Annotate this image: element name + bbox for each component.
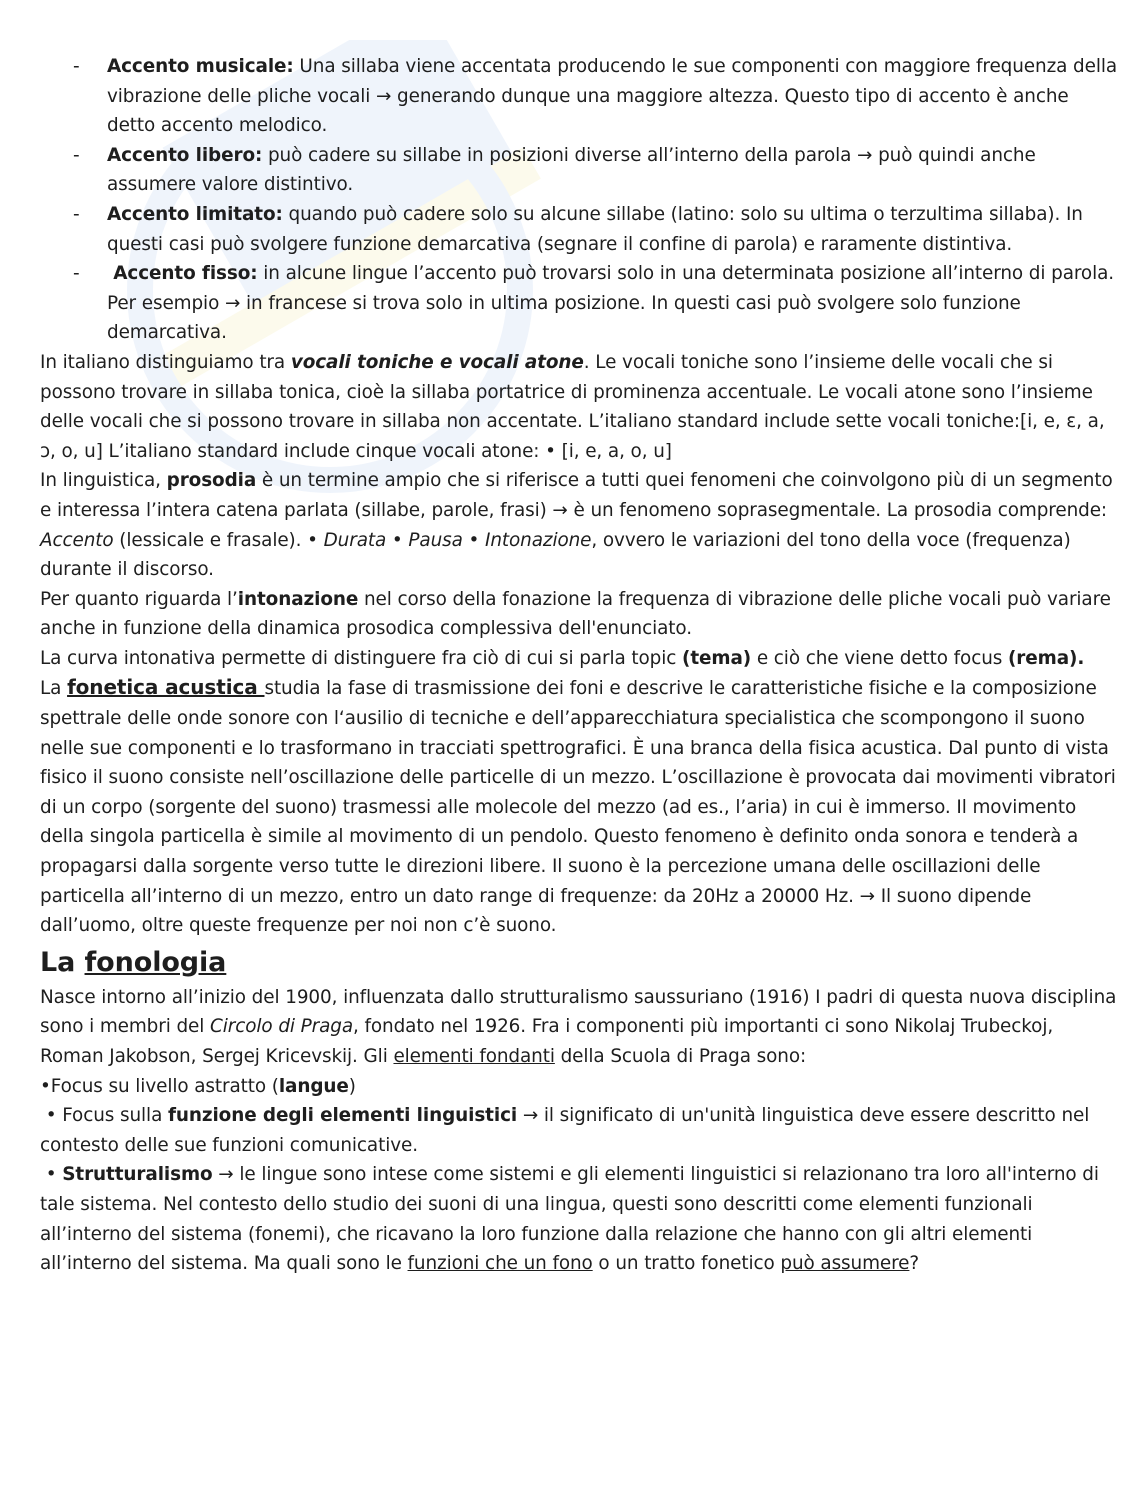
fonologia-point-3: • Strutturalismo → le lingue sono intese come sistemi e gli elementi linguistici si relazionano tra loro all'interno di tale sistema. Nel contesto dello studio dei suoni di una lingua, questi sono descritti come elementi funzionali all’interno del sistema (fonemi), che ricavano la loro funzione dalla relazione che hanno con gli altri elementi all’interno del sistema. Ma quali sono le funzioni che un fono o un tratto fonetico può assumere?	[40, 1164, 1099, 1275]
list-item: - Accento fisso: in alcune lingue l’accento può trovarsi solo in una determinata posizione all’interno di parola. Per esempio → in francese si trova solo in ultima posizione. In questi casi può svolgere solo funzione demarcativa.	[73, 263, 1115, 344]
prosodia-paragraph: In linguistica, prosodia è un termine ampio che si riferisce a tutti quei fenomeni che coinvolgono più di un segmento e interessa l’intera catena parlata (sillabe, parole, frasi) → è un fenomeno soprasegmentale. La prosodia comprende: Accento (lessicale e frasale). • Durata • Pausa • Intonazione, ovvero le variazioni del tono della voce (frequenza) durante il discorso.	[40, 470, 1113, 581]
fonologia-paragraph: Nasce intorno all’inizio del 1900, influenzata dallo strutturalismo saussuriano (1916) I padri di questa nuova disciplina sono i membri del Circolo di Praga, fondato nel 1926. Fra i componenti più importanti ci sono Nikolaj Trubeckoj, Roman Jakobson, Sergej Kricevskij. Gli elementi fondanti della Scuola di Praga sono:	[40, 986, 1117, 1067]
intonazione-paragraph: Per quanto riguarda l’intonazione nel corso della fonazione la frequenza di vibrazione delle pliche vocali può variare anche in funzione della dinamica prosodica complessiva dell'enunciato.	[40, 588, 1111, 640]
section-heading: La fonologia	[40, 946, 227, 978]
list-item: - Accento limitato: quando può cadere solo su alcune sillabe (latino: solo su ultima o terzultima sillaba). In questi casi può svolgere funzione demarcativa (segnare il confine di parola) e raramente distintiva.	[73, 203, 1083, 255]
list-item: - Accento musicale: Una sillaba viene accentata producendo le sue componenti con maggiore frequenza della vibrazione delle pliche vocali → generando dunque una maggiore altezza. Questo tipo di accento è anche detto accento melodico.	[73, 56, 1118, 137]
accent-list	[40, 52, 1118, 348]
vocali-paragraph: In italiano distinguiamo tra vocali toniche e vocali atone. Le vocali toniche sono l’insieme delle vocali che si possono trovare in sillaba tonica, cioè la sillaba portatrice di prominenza accentuale. Le vocali atone sono l’insieme delle vocali che si possono trovare in sillaba non accentate. L’italiano standard include sette vocali toniche:[i, e, ɛ, a, ɔ, o, u] L’italiano standard include cinque vocali atone: • [i, e, a, o, u]	[40, 351, 1105, 462]
list-item: - Accento libero: può cadere su sillabe in posizioni diverse all’interno della parola → può quindi anche assumere valore distintivo.	[73, 144, 1036, 196]
fonologia-point-1: •Focus su livello astratto (langue)	[40, 1075, 356, 1097]
fonetica-paragraph: La fonetica acustica studia la fase di trasmissione dei foni e descrive le caratteristiche fisiche e la composizione spettrale delle onde sonore con l‘ausilio di tecniche e dell’apparecchiatura specialistica che scompongono il suono nelle sue componenti e lo trasformano in tracciati spettrografici. È una branca della fisica acustica. Dal punto di vista fisico il suono consiste nell’oscillazione delle particelle di un mezzo. L’oscillazione è provocata dai movimenti vibratori di un corpo (sorgente del suono) trasmessi alle molecole del mezzo (ad es., l’aria) in cui è immerso. Il movimento della singola particella è simile al movimento di un pendolo. Questo fenomeno è definito onda sonora e tenderà a propagarsi dalla sorgente verso tutte le direzioni libere. Il suono è la percezione umana delle oscillazioni delle particella all’interno di un mezzo, entro un dato range di frequenze: da 20Hz a 20000 Hz. → Il suono dipende dall’uomo, oltre queste frequenze per noi non c’è suono.	[40, 675, 1116, 937]
curva-paragraph: La curva intonativa permette di distinguere fra ciò di cui si parla topic (tema) e ciò che viene detto focus (rema).	[40, 647, 1085, 669]
document-page	[40, 52, 1118, 1279]
fonologia-point-2: • Focus sulla funzione degli elementi linguistici → il significato di un'unità linguistica deve essere descritto nel contesto delle sue funzioni comunicative.	[40, 1105, 1090, 1156]
